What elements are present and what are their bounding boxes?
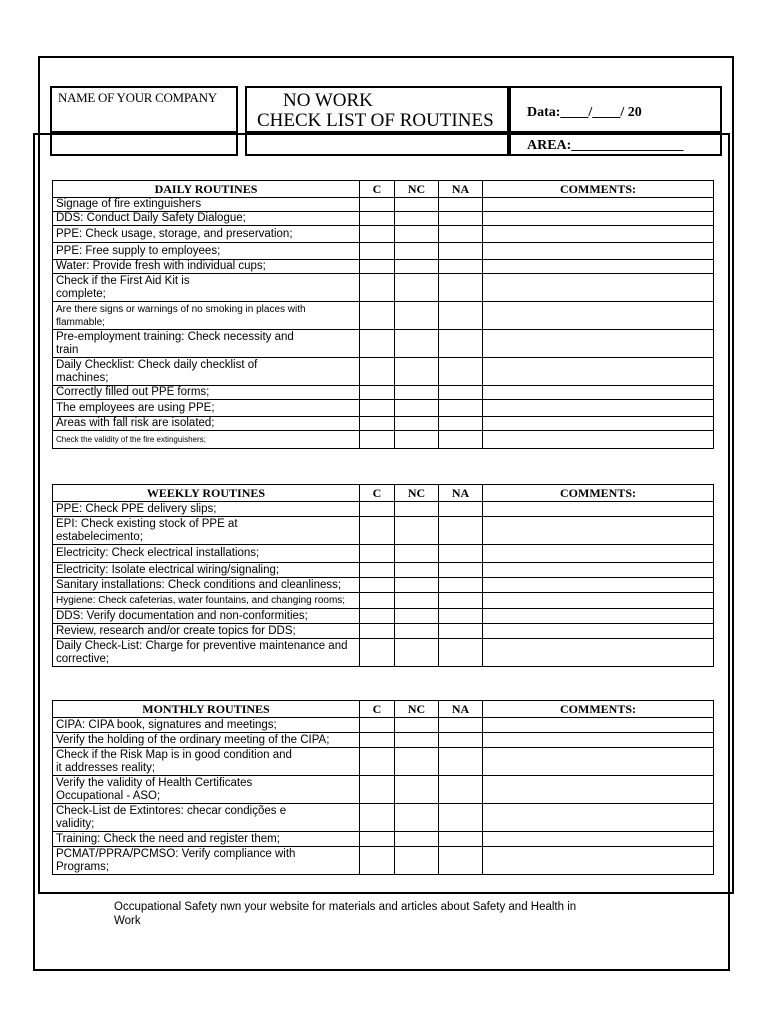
- check-cell-na[interactable]: [439, 517, 483, 545]
- check-cell-na[interactable]: [439, 609, 483, 624]
- routine-item-label: Check if the First Aid Kit is complete;: [53, 274, 360, 302]
- routine-item-label: Water: Provide fresh with individual cups;: [53, 260, 360, 274]
- table-row: [53, 400, 714, 417]
- check-cell-na[interactable]: [439, 578, 483, 593]
- monthly-header-row: [53, 701, 714, 718]
- check-cell-c[interactable]: [360, 243, 395, 260]
- col-header-comments: COMMENTS:: [483, 701, 714, 718]
- check-cell-nc[interactable]: [395, 832, 439, 847]
- routine-item-label: Are there signs or warnings of no smoking in places with flammable;: [53, 302, 360, 330]
- monthly-routines-table: [52, 700, 714, 875]
- routine-item-label: PCMAT/PPRA/PCMSO: Verify compliance with Programs;: [53, 847, 360, 875]
- check-cell-na[interactable]: [439, 386, 483, 400]
- check-cell-nc[interactable]: [395, 578, 439, 593]
- routine-item-label: Sanitary installations: Check conditions and cleanliness;: [53, 578, 360, 593]
- check-cell-c[interactable]: [360, 502, 395, 517]
- check-cell-c[interactable]: [360, 593, 395, 609]
- col-header-nc: NC: [395, 485, 439, 502]
- routine-item-label: DDS: Conduct Daily Safety Dialogue;: [53, 212, 360, 226]
- daily-title: DAILY ROUTINES: [53, 181, 360, 198]
- col-header-comments: COMMENTS:: [483, 181, 714, 198]
- check-cell-comments[interactable]: [483, 198, 714, 212]
- col-header-c: C: [360, 181, 395, 198]
- table-row: [53, 563, 714, 578]
- check-cell-na[interactable]: [439, 847, 483, 875]
- check-cell-na[interactable]: [439, 776, 483, 804]
- routine-item-label: Hygiene: Check cafeterias, water fountains, and changing rooms;: [53, 593, 360, 609]
- check-cell-na[interactable]: [439, 545, 483, 563]
- check-cell-c[interactable]: [360, 609, 395, 624]
- check-cell-na[interactable]: [439, 748, 483, 776]
- check-cell-comments[interactable]: [483, 748, 714, 776]
- check-cell-comments[interactable]: [483, 718, 714, 733]
- check-cell-nc[interactable]: [395, 748, 439, 776]
- check-cell-nc[interactable]: [395, 776, 439, 804]
- check-cell-nc[interactable]: [395, 260, 439, 274]
- daily-header-row: [53, 181, 714, 198]
- check-cell-na[interactable]: [439, 400, 483, 417]
- check-cell-na[interactable]: [439, 639, 483, 667]
- routine-item-label: The employees are using PPE;: [53, 400, 360, 417]
- check-cell-comments[interactable]: [483, 624, 714, 639]
- routine-item-label: PPE: Check PPE delivery slips;: [53, 502, 360, 517]
- routine-item-label: Training: Check the need and register them;: [53, 832, 360, 847]
- table-row: [53, 226, 714, 243]
- table-row: [53, 502, 714, 517]
- check-cell-c[interactable]: [360, 274, 395, 302]
- check-cell-comments[interactable]: [483, 330, 714, 358]
- routine-item-label: Pre-employment training: Check necessity and train: [53, 330, 360, 358]
- check-cell-comments[interactable]: [483, 358, 714, 386]
- routine-item-label: PPE: Check usage, storage, and preservation;: [53, 226, 360, 243]
- check-cell-nc[interactable]: [395, 517, 439, 545]
- check-cell-nc[interactable]: [395, 417, 439, 431]
- check-cell-comments[interactable]: [483, 212, 714, 226]
- check-cell-c[interactable]: [360, 624, 395, 639]
- check-cell-na[interactable]: [439, 330, 483, 358]
- check-cell-na[interactable]: [439, 593, 483, 609]
- daily-routines-table: [52, 180, 714, 449]
- check-cell-nc[interactable]: [395, 545, 439, 563]
- check-cell-na[interactable]: [439, 832, 483, 847]
- check-cell-na[interactable]: [439, 198, 483, 212]
- check-cell-nc[interactable]: [395, 358, 439, 386]
- check-cell-na[interactable]: [439, 243, 483, 260]
- check-cell-comments[interactable]: [483, 832, 714, 847]
- routine-item-label: Electricity: Isolate electrical wiring/signaling;: [53, 563, 360, 578]
- table-row: [53, 517, 714, 545]
- table-row: [53, 212, 714, 226]
- table-row: [53, 330, 714, 358]
- table-row: [53, 243, 714, 260]
- col-header-na: NA: [439, 485, 483, 502]
- table-row: [53, 302, 714, 330]
- routine-item-label: Review, research and/or create topics for DDS;: [53, 624, 360, 639]
- check-cell-c[interactable]: [360, 260, 395, 274]
- company-name-box: [50, 86, 238, 133]
- routine-item-label: Signage of fire extinguishers: [53, 198, 360, 212]
- check-cell-c[interactable]: [360, 578, 395, 593]
- check-cell-c[interactable]: [360, 198, 395, 212]
- check-cell-nc[interactable]: [395, 718, 439, 733]
- check-cell-c[interactable]: [360, 748, 395, 776]
- company-sub-box: [50, 133, 238, 156]
- check-cell-na[interactable]: [439, 417, 483, 431]
- date-field[interactable]: Data:____/____/ 20: [527, 105, 642, 120]
- check-cell-na[interactable]: [439, 260, 483, 274]
- routine-item-label: CIPA: CIPA book, signatures and meetings;: [53, 718, 360, 733]
- check-cell-c[interactable]: [360, 386, 395, 400]
- check-cell-c[interactable]: [360, 847, 395, 875]
- check-cell-c[interactable]: [360, 417, 395, 431]
- check-cell-na[interactable]: [439, 502, 483, 517]
- check-cell-comments[interactable]: [483, 847, 714, 875]
- check-cell-comments[interactable]: [483, 776, 714, 804]
- col-header-na: NA: [439, 701, 483, 718]
- check-cell-nc[interactable]: [395, 400, 439, 417]
- weekly-title: WEEKLY ROUTINES: [53, 485, 360, 502]
- check-cell-c[interactable]: [360, 226, 395, 243]
- check-cell-c[interactable]: [360, 400, 395, 417]
- check-cell-na[interactable]: [439, 431, 483, 449]
- col-header-comments: COMMENTS:: [483, 485, 714, 502]
- col-header-nc: NC: [395, 181, 439, 198]
- table-row: [53, 431, 714, 449]
- check-cell-c[interactable]: [360, 212, 395, 226]
- check-cell-nc[interactable]: [395, 609, 439, 624]
- check-cell-comments[interactable]: [483, 593, 714, 609]
- table-row: [53, 545, 714, 563]
- table-row: [53, 748, 714, 776]
- col-header-c: C: [360, 701, 395, 718]
- check-cell-nc[interactable]: [395, 302, 439, 330]
- routine-item-label: Areas with fall risk are isolated;: [53, 417, 360, 431]
- check-cell-nc[interactable]: [395, 431, 439, 449]
- table-row: [53, 198, 714, 212]
- check-cell-nc[interactable]: [395, 330, 439, 358]
- table-row: [53, 274, 714, 302]
- check-cell-c[interactable]: [360, 733, 395, 748]
- table-row: [53, 578, 714, 593]
- check-cell-comments[interactable]: [483, 733, 714, 748]
- check-cell-nc[interactable]: [395, 386, 439, 400]
- check-cell-comments[interactable]: [483, 517, 714, 545]
- check-cell-c[interactable]: [360, 431, 395, 449]
- check-cell-nc[interactable]: [395, 624, 439, 639]
- area-field[interactable]: AREA:________________: [527, 138, 684, 153]
- check-cell-na[interactable]: [439, 358, 483, 386]
- check-cell-nc[interactable]: [395, 593, 439, 609]
- weekly-header-row: [53, 485, 714, 502]
- check-cell-c[interactable]: [360, 563, 395, 578]
- table-row: [53, 804, 714, 832]
- check-cell-nc[interactable]: [395, 198, 439, 212]
- table-row: [53, 624, 714, 639]
- routine-item-label: Daily Check-List: Charge for preventive maintenance and corrective;: [53, 639, 360, 667]
- check-cell-nc[interactable]: [395, 804, 439, 832]
- check-cell-comments[interactable]: [483, 431, 714, 449]
- check-cell-nc[interactable]: [395, 226, 439, 243]
- check-cell-na[interactable]: [439, 302, 483, 330]
- check-cell-comments[interactable]: [483, 302, 714, 330]
- table-row: [53, 733, 714, 748]
- monthly-title: MONTHLY ROUTINES: [53, 701, 360, 718]
- check-cell-na[interactable]: [439, 274, 483, 302]
- check-cell-c[interactable]: [360, 832, 395, 847]
- check-cell-comments[interactable]: [483, 639, 714, 667]
- date-box: [509, 86, 722, 133]
- check-cell-nc[interactable]: [395, 733, 439, 748]
- routine-item-label: PPE: Free supply to employees;: [53, 243, 360, 260]
- check-cell-nc[interactable]: [395, 563, 439, 578]
- weekly-routines-table: [52, 484, 714, 667]
- check-cell-na[interactable]: [439, 718, 483, 733]
- routine-item-label: EPI: Check existing stock of PPE at estabelecimento;: [53, 517, 360, 545]
- check-cell-nc[interactable]: [395, 212, 439, 226]
- check-cell-comments[interactable]: [483, 243, 714, 260]
- check-cell-comments[interactable]: [483, 226, 714, 243]
- company-name-label: NAME OF YOUR COMPANY: [58, 90, 217, 105]
- check-cell-na[interactable]: [439, 212, 483, 226]
- area-box: [509, 133, 722, 156]
- check-cell-nc[interactable]: [395, 639, 439, 667]
- routine-item-label: Verify the validity of Health Certificates Occupational - ASO;: [53, 776, 360, 804]
- check-cell-na[interactable]: [439, 563, 483, 578]
- check-cell-comments[interactable]: [483, 274, 714, 302]
- check-cell-na[interactable]: [439, 733, 483, 748]
- table-row: [53, 593, 714, 609]
- footer-note: Occupational Safety nwn your website for materials and articles about Safety and Health in Work: [114, 901, 577, 927]
- check-cell-c[interactable]: [360, 639, 395, 667]
- table-row: [53, 639, 714, 667]
- title-sub-box: [245, 133, 509, 156]
- table-row: [53, 847, 714, 875]
- check-cell-c[interactable]: [360, 330, 395, 358]
- routine-item-label: Correctly filled out PPE forms;: [53, 386, 360, 400]
- col-header-na: NA: [439, 181, 483, 198]
- table-row: [53, 609, 714, 624]
- title-box: [245, 86, 509, 133]
- check-cell-comments[interactable]: [483, 609, 714, 624]
- check-cell-comments[interactable]: [483, 578, 714, 593]
- check-cell-c[interactable]: [360, 804, 395, 832]
- routine-item-label: Check-List de Extintores: checar condições e validity;: [53, 804, 360, 832]
- check-cell-comments[interactable]: [483, 417, 714, 431]
- check-cell-na[interactable]: [439, 226, 483, 243]
- table-row: [53, 417, 714, 431]
- col-header-nc: NC: [395, 701, 439, 718]
- table-row: [53, 832, 714, 847]
- check-cell-c[interactable]: [360, 517, 395, 545]
- routine-item-label: Check the validity of the fire extinguishers;: [53, 431, 360, 449]
- check-cell-c[interactable]: [360, 545, 395, 563]
- check-cell-comments[interactable]: [483, 260, 714, 274]
- check-cell-comments[interactable]: [483, 545, 714, 563]
- title-line-2: CHECK LIST OF ROUTINES: [257, 110, 494, 131]
- table-row: [53, 260, 714, 274]
- check-cell-c[interactable]: [360, 718, 395, 733]
- check-cell-comments[interactable]: [483, 563, 714, 578]
- table-row: [53, 776, 714, 804]
- check-cell-nc[interactable]: [395, 502, 439, 517]
- check-cell-na[interactable]: [439, 804, 483, 832]
- routine-item-label: Electricity: Check electrical installations;: [53, 545, 360, 563]
- routine-item-label: Verify the holding of the ordinary meeting of the CIPA;: [53, 733, 360, 748]
- routine-item-label: Check if the Risk Map is in good condition and it addresses reality;: [53, 748, 360, 776]
- check-cell-c[interactable]: [360, 358, 395, 386]
- col-header-c: C: [360, 485, 395, 502]
- table-row: [53, 386, 714, 400]
- check-cell-nc[interactable]: [395, 847, 439, 875]
- check-cell-comments[interactable]: [483, 386, 714, 400]
- check-cell-nc[interactable]: [395, 243, 439, 260]
- table-row: [53, 358, 714, 386]
- check-cell-comments[interactable]: [483, 400, 714, 417]
- check-cell-comments[interactable]: [483, 804, 714, 832]
- routine-item-label: DDS: Verify documentation and non-conformities;: [53, 609, 360, 624]
- check-cell-na[interactable]: [439, 624, 483, 639]
- check-cell-c[interactable]: [360, 776, 395, 804]
- table-row: [53, 718, 714, 733]
- check-cell-c[interactable]: [360, 302, 395, 330]
- check-cell-comments[interactable]: [483, 502, 714, 517]
- routine-item-label: Daily Checklist: Check daily checklist of machines;: [53, 358, 360, 386]
- check-cell-nc[interactable]: [395, 274, 439, 302]
- title-line-1: NO WORK: [283, 90, 373, 111]
